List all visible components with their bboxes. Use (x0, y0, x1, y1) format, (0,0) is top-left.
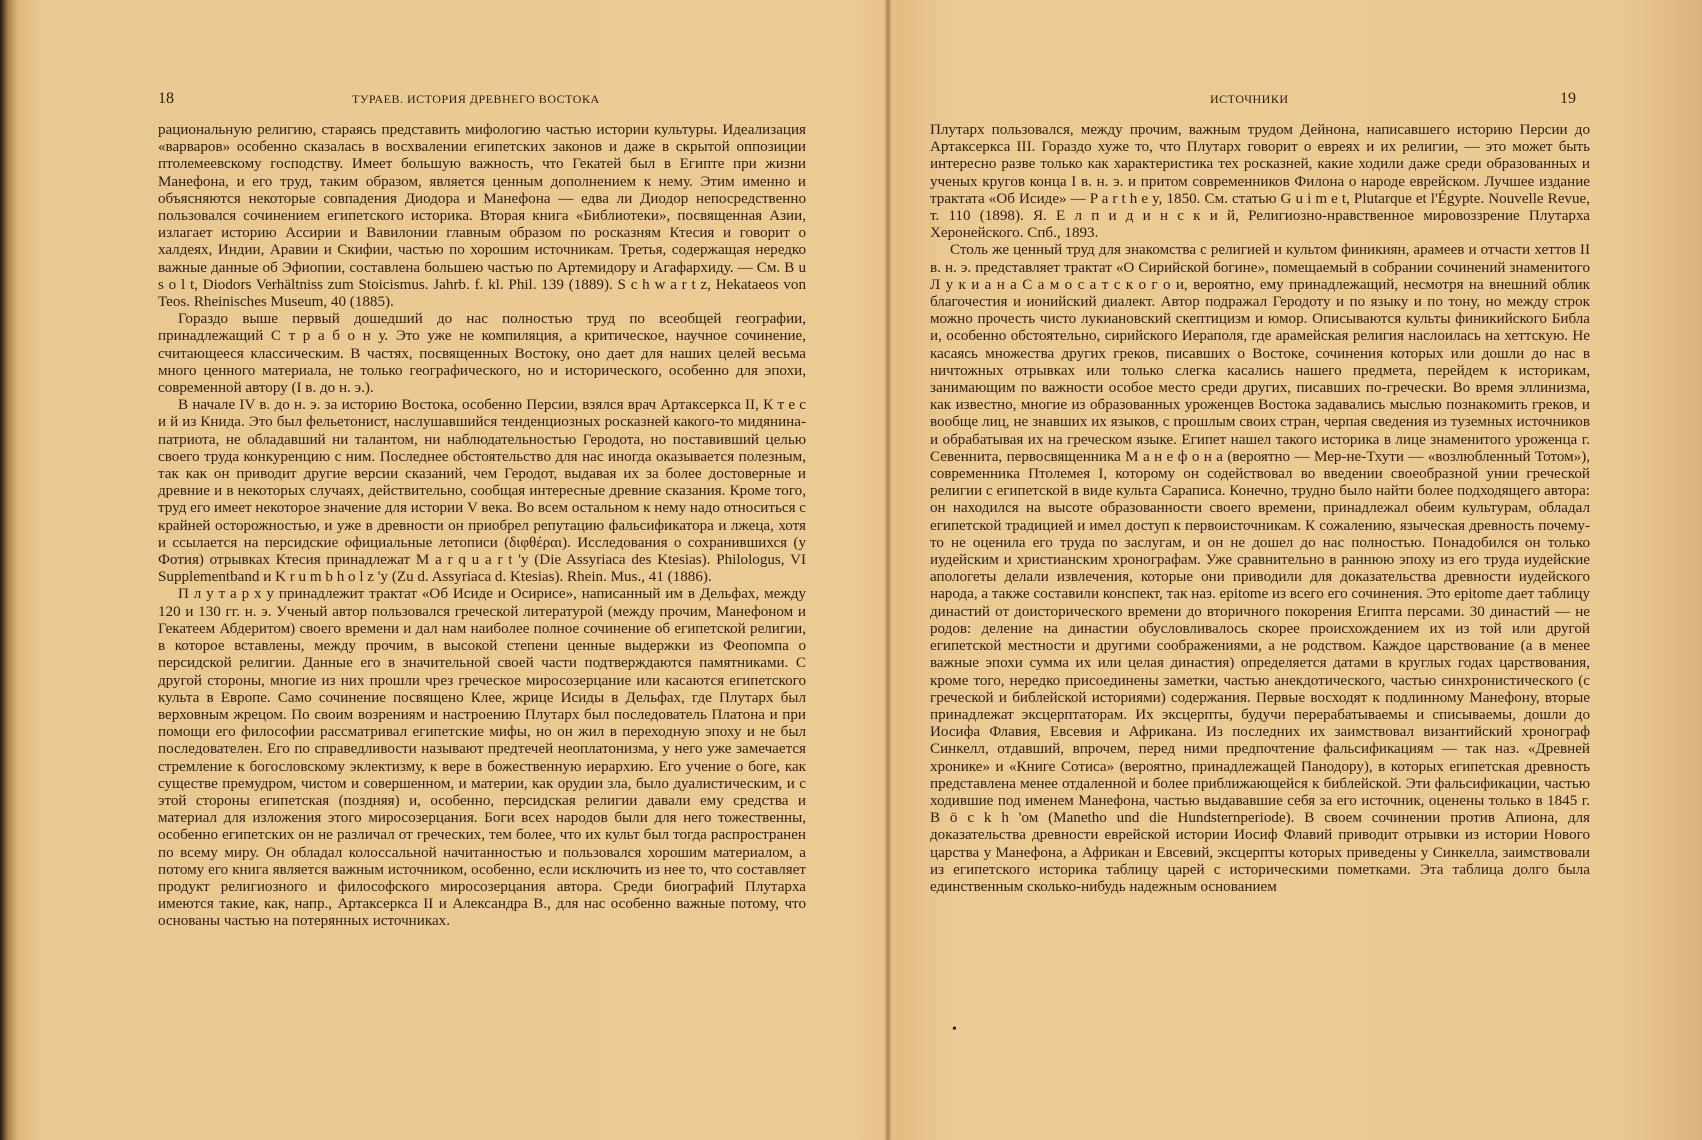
right-page-text (930, 122, 1590, 896)
paragraph: Столь же ценный труд для знакомства с религией и культом финикиян, арамеев и отчасти хеттов II в. н. э. представляет трактат «О Сирийской богине», помещаемый в собрании сочинений знаменитого Л у к и а н а С а м о с а т с к о г о и, вероятно, ему принадлежащий, несмотря на внешний облик благочестия и ионийский диалект. Автор подражал Геродоту и по языку и по тону, но между строк можно прочесть чисто лукиановский скептицизм и юмор. Описываются культы финикийского Библа и, особенно обстоятельно, сирийского Иераполя, где арамейская религия наслоилась на хеттскую. Не касаясь множества других греков, писавших о Востоке, сочинения которых или дошли до нас в ничтожных отрывках или только слегка касались нашего предмета, перейдем к историкам, занимающим по важности особое место среди других, писавших по-гречески. Во время эллинизма, как известно, многие из образованных уроженцев Востока задавались мыслью познакомить греков, и вообще лиц, не знавших их языков, с прошлым своих стран, черпая сведения из туземных источников и обрабатывая их на греческом языке. Египет нашел такого историка в лице знаменитого уроженца г. Севеннита, первосвященника М а н е ф о н а (вероятно — Мер-не-Тхути — «возлюбленный Тотом»), современника Птолемея I, которому он содействовал во введении своеобразной унии греческой религии с египетской в виде культа Сараписа. Конечно, трудно было найти более подходящего автора: он находился на высоте образованности своего времени, принадлежал обеим культурам, обладал египетской традицией и имел доступ к первоисточникам. К сожалению, языческая древность почему-то не оценила его труда по заслугам, и он не дошел до нас полностью. Понадобился он только иудейским и христианским хронографам. Уже сравнительно в раннюю эпоху из его труда иудейские апологеты делали извлечения, которые они приводили для доказательства древности иудейского народа, а также составили конспект, так наз. epitome из всего его сочинения. Это epitome дает таблицу династий от доисторического времени до вторичного покорения Египта персами. 30 династий — не родов: деление на династии обусловливалось скорее происхождением их из той или другой египетской местности и другими соображениями, а не родством. Каждое царствование (а в менее важные эпохи сумма их или целая династия) определяется датами в круглых годах царствования, кроме того, нередко присоединены заметки, частью анекдотического, частью синхронистического (с греческой и библейской историями) содержания. Первые восходят к подлинному Манефону, вторые принадлежат эксцерптаторам. Их эксцерпты, будучи перерабатываемы и списываемы, дошли до Иосифа Флавия, Евсевия и Африкана. Из последних их заимствовал византийский хронограф Синкелл, отдавший, впрочем, перед ними предпочтение фальсификациям — так наз. «Древней хронике» и «Книге Сотиса» (вероятно, принадлежащей Панодору), в которых египетская древность представлена менее отдаленной и более приближающейся к библейской. Эти фальсификации, частью ходившие под именем Манефона, частью выдававшие себя за его источник, оценены только в 1845 г. B ö c k h 'ом (Manetho und die Hundsternperiode). В своем сочинении против Апиона, для доказательства древности еврейской истории Иосиф Флавий приводит отрывки из истории Нового царства у Манефона, а Африкан и Евсевий, эксцерпты которых приведены у Синкелла, заимствовали из египетского историка таблицу царей с историческими пометками. Эта таблица долго была единственным сколько-нибудь надежным основанием (930, 242, 1590, 895)
paragraph: В начале IV в. до н. э. за историю Востока, особенно Персии, взялся врач Артаксеркса II, К т е с и й из Книда. Это был фельетонист, наслушавшийся тенденциозных росказней какого-то мидянина-патриота, не обладавший ни талантом, ни наблюдательностью Геродота, но поставивший целью своего труда конкуренцию с ним. Последнее обстоятельство для нас иногда оказывается полезным, так как он приводит другие версии сказаний, чем Геродот, выдавая их за более достоверные и древние и в некоторых случаях, действительно, сообщая интересные древние сказания. Кроме того, труд его имеет некоторое значение для истории V века. Во всем остальном к нему надо относиться с крайней осторожностью, и уже в древности он приобрел репутацию фальсификатора и лжеца, хотя и ссылается на персидские официальные летописи (διφθέραι). Исследования о сохранившихся (у Фотия) отрывках Ктесия принадлежат M a r q u a r t 'у (Die Assyriaca des Ktesias). Philologus, VI Supplementband и K r u m b h o l z 'у (Zu d. Assyriaca d. Ktesias). Rhein. Mus., 41 (1886). (158, 397, 806, 586)
left-page-text (158, 122, 806, 931)
book-gutter (884, 0, 892, 1140)
bullet-mark: • (952, 1022, 957, 1037)
paragraph: П л у т а р х у принадлежит трактат «Об Исиде и Осирисе», написанный им в Дельфах, между 120 и 130 гг. н. э. Ученый автор пользовался греческой литературой (между прочим, Манефоном и Гекатеем Абдеритом) своего времени и дал нам наиболее полное сочинение об египетской религии, в которое вставлены, между прочим, в высокой степени ценные выдержки из Феопомпа о персидской религии. Данные его в значительной своей части подтверждаются памятниками. С другой стороны, многие из них прошли чрез греческое миросозерцание или касаются египетского культа в Европе. Само сочинение посвящено Клее, жрице Исиды в Дельфах, где Плутарх был верховным жрецом. По своим возрениям и настроению Плутарх был последователь Платона и при помощи его философии рассматривал египетские мифы, но он жил в переходную эпоху и не был последователен. Его по справедливости называют предтечей неоплатонизма, у него уже замечается стремление к богословскому эклектизму, к вере в божественную иерархию. Его учение о боге, как существе премудром, чистом и совершенном, и материи, как орудии зла, было дуалистическим, и с этой стороны египетская (поздняя) и, особенно, персидская религии давали ему средства и материал для изложения этого миросозерцания. Боги всех народов были для него тожественны, особенно египетских он не различал от греческих, тем более, что их культ был тогда распространен по всему миру. Он обладал колоссальной начитанностью и пользовался хорошим материалом, а потому его книга является важным источником, особенно, если исключить из нее то, что составляет продукт религиозного и философского миросозерцания автора. Среди биографий Плутарха имеются такие, как, напр., Артаксеркса II и Александра В., для нас особенно важные потому, что основаны частью на потерянных источниках. (158, 586, 806, 930)
right-page (892, 0, 1702, 1140)
paragraph: рациональную религию, стараясь представить мифологию частью истории культуры. Идеализация «варваров» особенно сказалась в восхвалении египетских законов и даже в скрытой оппозиции птолемеевскому господству. Имеет большую важность, что Гекатей был в Египте при жизни Манефона, и его труд, таким образом, является ценным дополнением к нему. Этим именно и объясняются некоторые совпадения Диодора и Манефона — едва ли Диодор непосредственно пользовался сочинением египетского историка. Вторая книга «Библиотеки», посвященная Азии, излагает историю Ассирии и Вавилонии главным образом по росказням Ктесия и говорит о халдеях, Индии, Аравии и Скифии, частью по хорошим источникам. Третья, содержащая нередко важные данные об Эфиопии, составлена большею частью по Артемидору и Агафархиду. — См. B u s o l t, Diodors Verhältniss zum Stoicismus. Jahrb. f. kl. Phil. 139 (1889). S c h w a r t z, Hekataeos von Teos. Rheinisches Museum, 40 (1885). (158, 122, 806, 311)
paragraph: Гораздо выше первый дошедший до нас полностью труд по всеобщей географии, принадлежащий С т р а б о н у. Это уже не компиляция, а критическое, научное сочинение, считающееся классическим. В частях, посвященных Востоку, оно дает для наших целей весьма много ценного материала, не только географического, но и исторического, особенно для эпохи, современной автору (I в. до н. э.). (158, 311, 806, 397)
page-number-left: 18 (158, 90, 174, 107)
running-header-right: ИСТОЧНИКИ (1210, 92, 1289, 106)
running-header-left: ТУРАЕВ. ИСТОРИЯ ДРЕВНЕГО ВОСТОКА (352, 92, 600, 106)
paragraph: Плутарх пользовался, между прочим, важным трудом Дейнона, написавшего историю Персии до Артаксеркса III. Гораздо хуже то, что Плутарх говорит о евреях и их религии, — это может быть интересно разве только как характеристика тех росказней, какие ходили даже среди образованных и ученых кругов конца I в. н. э. и притом современников Филона о народе еврейском. Лучшее издание трактата «Об Исиде» — P a r t h e y, 1850. См. статью G u i m e t, Plutarque et l'Égypte. Nouvelle Revue, т. 110 (1898). Я. Е л п и д и н с к и й, Религиозно-нравственное мировоззрение Плутарха Херонейского. Спб., 1893. (930, 122, 1590, 242)
page-number-right: 19 (1560, 90, 1576, 107)
